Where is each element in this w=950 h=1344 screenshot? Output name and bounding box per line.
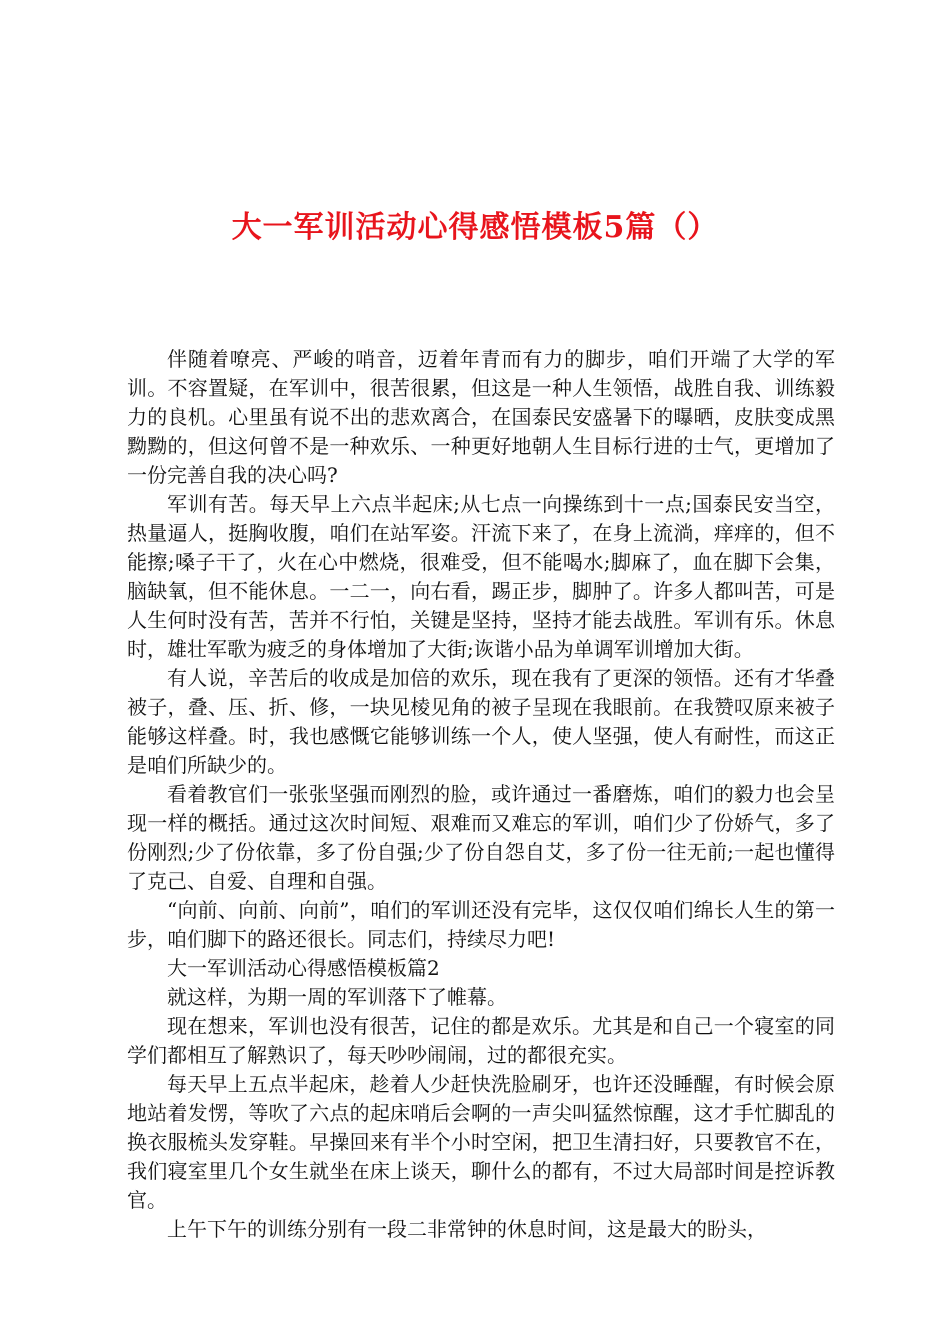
paragraph: 每天早上五点半起床，趁着人少赶快洗脸刷牙，也许还没睡醒，有时候会原地站着发愣，等吹了六点的起床哨后会啊的一声尖叫猛然惊醒，这才手忙脚乱的换衣服梳头发穿鞋。早操回来有半个小时空闲，把卫生清扫好，只要教官不在，我们寝室里几个女生就坐在床上谈天，聊什么的都有，不过大局部时间是控诉教官。 <box>127 1072 835 1212</box>
paragraph: 就这样，为期一周的军训落下了帷幕。 <box>167 985 507 1009</box>
section-heading: 大一军训活动心得感悟模板篇2 <box>167 956 440 980</box>
paragraph: 看着教官们一张张坚强而刚烈的脸，或许通过一番磨炼，咱们的毅力也会呈现一样的概括。通过这次时间短、艰难而又难忘的军训，咱们少了份娇气，多了份刚烈;少了份依靠，多了份自强;少了份自怨自艾，多了份一往无前;一起也懂得了克己、自爱、自理和自强。 <box>127 782 835 893</box>
paragraph: “向前、向前、向前”，咱们的军训还没有完毕，这仅仅咱们绵长人生的第一步，咱们脚下的路还很长。同志们，持续尽力吧! <box>127 898 835 951</box>
paragraph: 军训有苦。每天早上六点半起床;从七点一向操练到十一点;国泰民安当空，热量逼人，挺胸收腹，咱们在站军姿。汗流下来了，在身上流淌，痒痒的，但不能擦;嗓子干了，火在心中燃烧，很难受，但不能喝水;脚麻了，血在脚下会集，脑缺氧，但不能休息。一二一，向右看，踢正步，脚肿了。许多人都叫苦，可是人生何时没有苦，苦并不行怕，关键是坚持，坚持才能去战胜。军训有乐。休息时，雄壮军歌为疲乏的身体增加了大街;诙谐小品为单调军训增加大街。 <box>127 492 835 661</box>
document-body <box>127 345 835 1244</box>
paragraph: 有人说，辛苦后的收成是加倍的欢乐，现在我有了更深的领悟。还有才华叠被子，叠、压、折、修，一块见棱见角的被子呈现在我眼前。在我赞叹原来被子能够这样叠。时，我也感慨它能够训练一个人，使人坚强，使人有耐性，而这正是咱们所缺少的。 <box>127 666 835 777</box>
document-title: 大一军训活动心得感悟模板5篇（） <box>231 210 719 245</box>
paragraph: 上午下午的训练分别有一段二非常钟的休息时间，这是最大的盼头， <box>167 1217 767 1241</box>
paragraph: 伴随着嘹亮、严峻的哨音，迈着年青而有力的脚步，咱们开端了大学的军训。不容置疑，在军训中，很苦很累，但这是一种人生领悟，战胜自我、训练毅力的良机。心里虽有说不出的悲欢离合，在国泰民安盛暑下的曝晒，皮肤变成黑黝黝的，但这何曾不是一种欢乐、一种更好地朝人生目标行进的士气，更增加了一份完善自我的决心吗? <box>127 347 835 487</box>
paragraph: 现在想来，军训也没有很苦，记住的都是欢乐。尤其是和自己一个寝室的同学们都相互了解熟识了，每天吵吵闹闹，过的都很充实。 <box>127 1014 835 1067</box>
